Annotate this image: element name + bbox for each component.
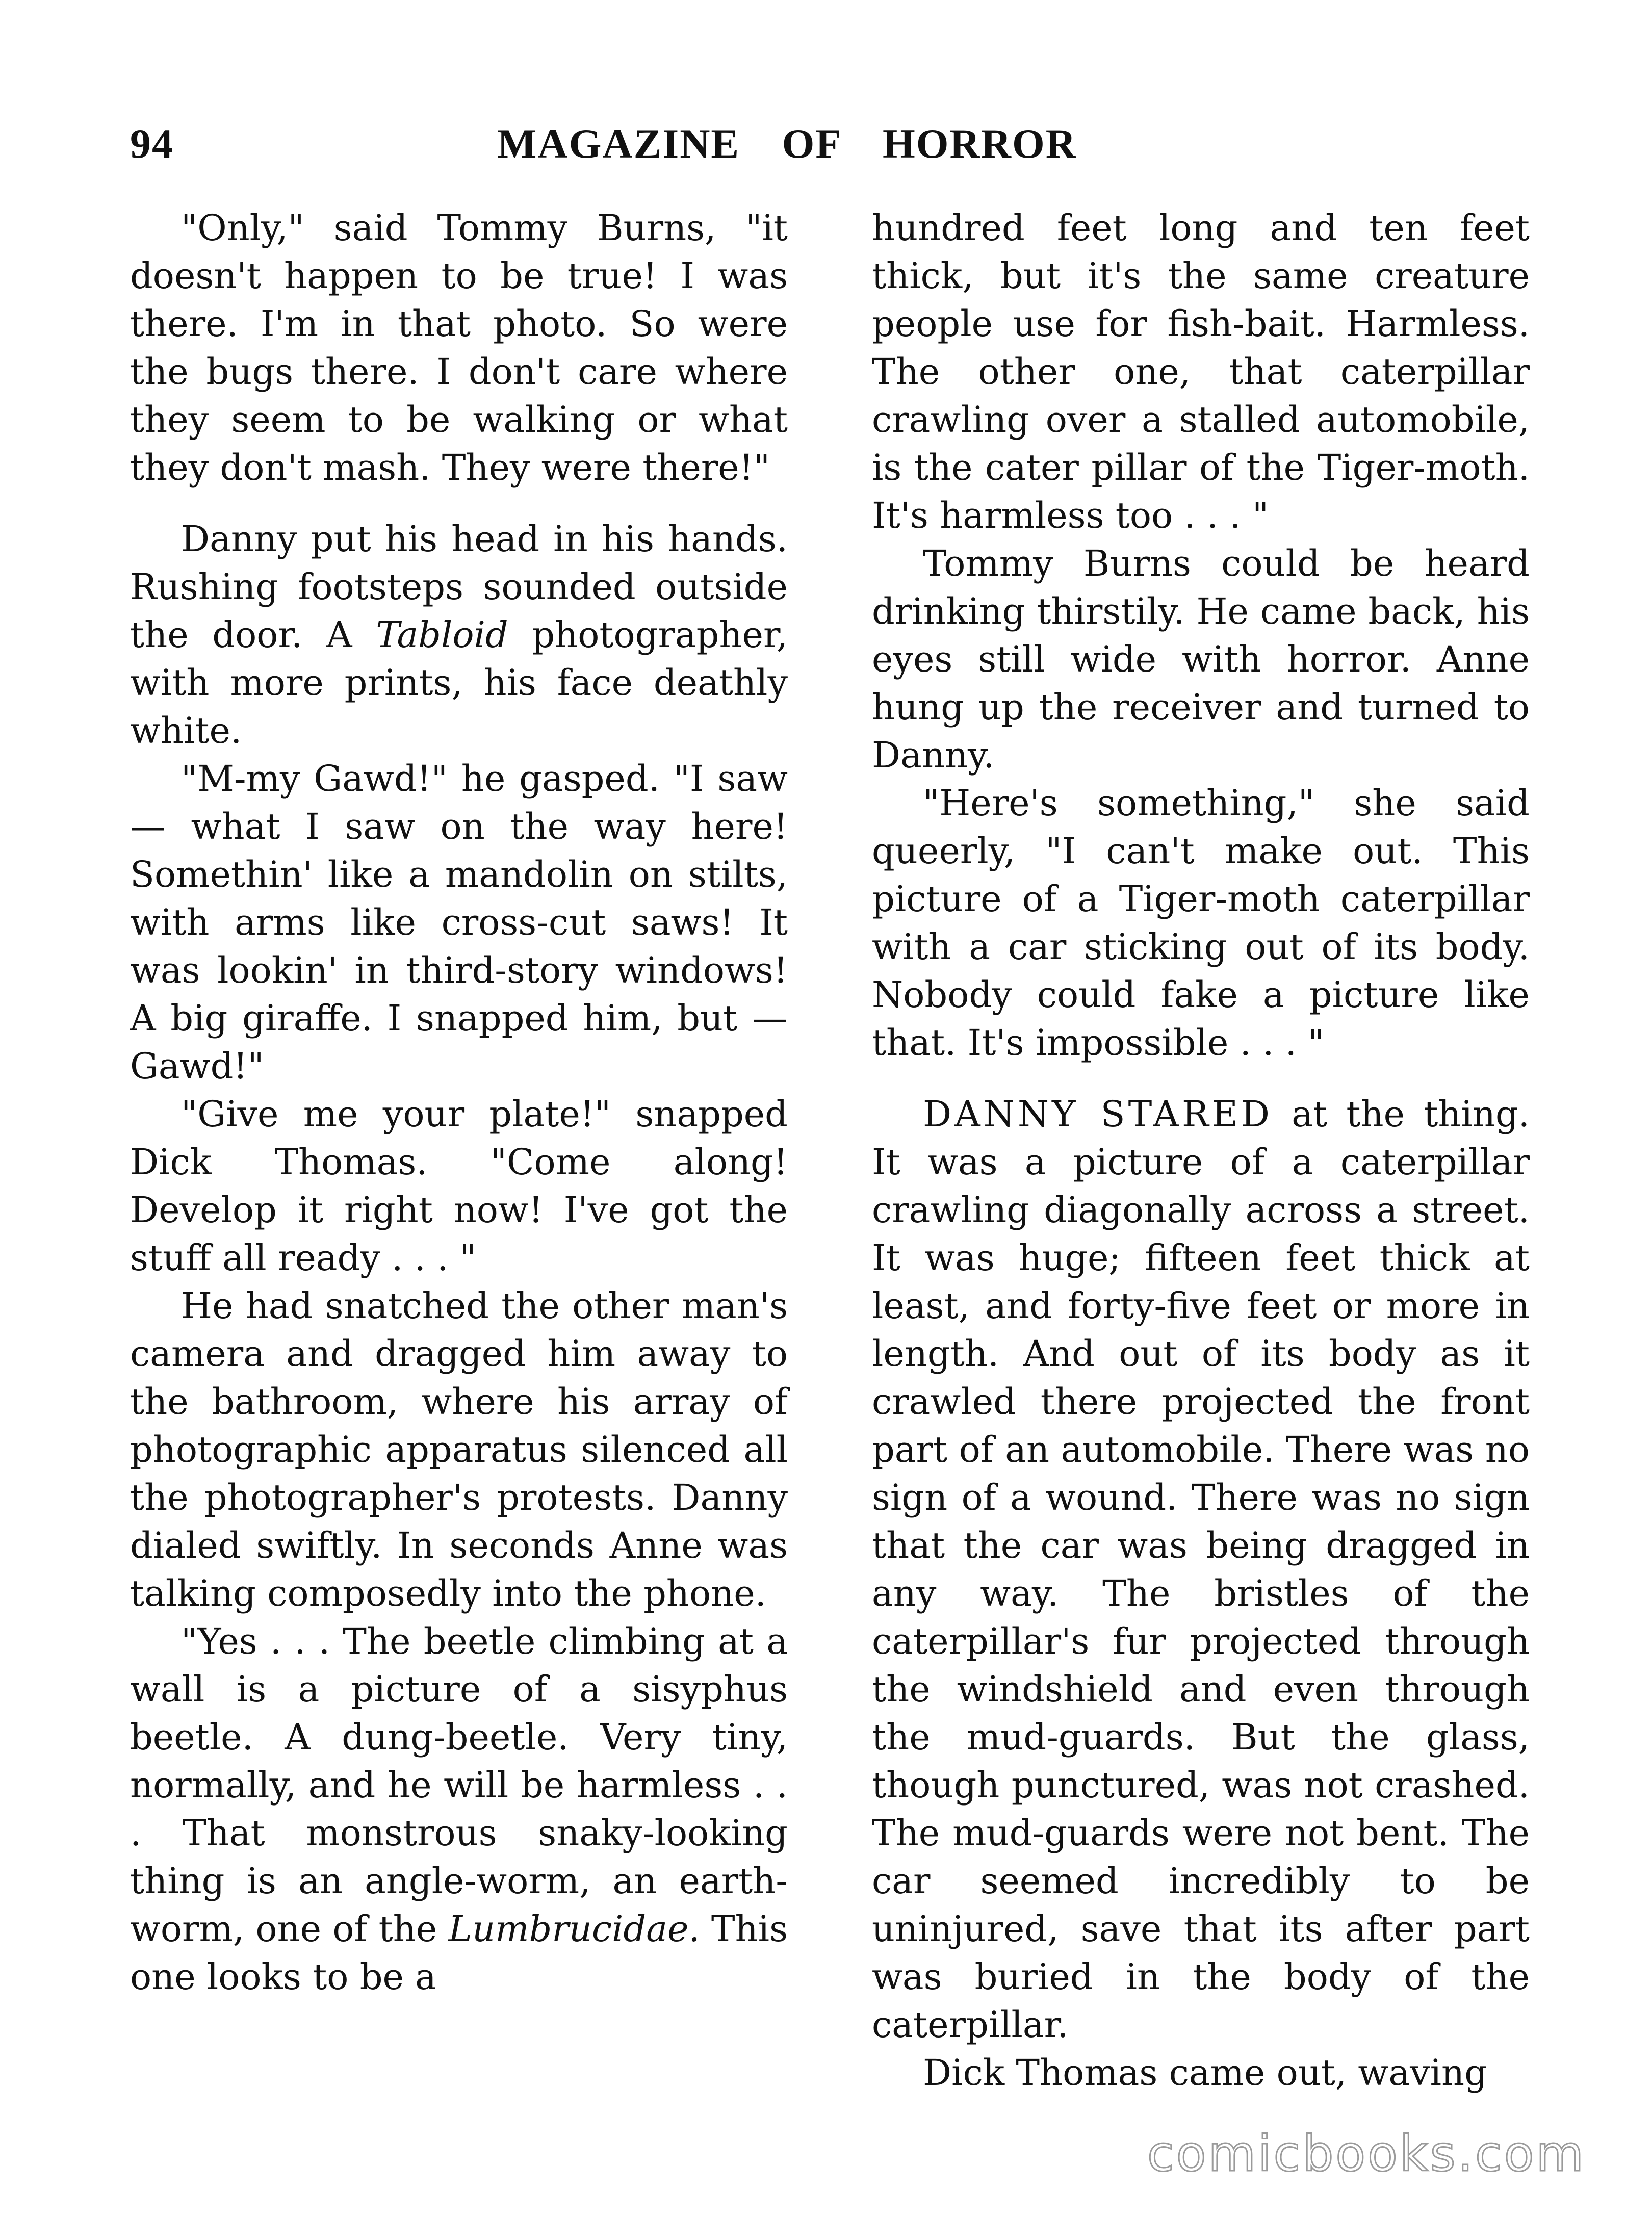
page-number: 94 <box>130 120 174 167</box>
running-head-title: MAGAZINE OF HORROR <box>497 120 1077 167</box>
magazine-name: Tabloid <box>376 614 508 656</box>
paragraph: "Here's something," she said queerly, "I can't make out. This picture of a Tiger-moth caterpillar with a car sticking out of its body. Nobody could fake a picture like that. It's impossible . . . " <box>872 782 1530 1064</box>
paragraph: "Give me your plate!" snapped Dick Thomas. "Come along! Develop it right now! I've got the stuff all ready . . . " <box>130 1093 788 1279</box>
watermark-logo: comicbooks.com <box>1147 2125 1586 2182</box>
paragraph: "Yes . . . The beetle climbing at a wall is a picture of a sisyphus beetle. A dung-beetle. Very tiny, normally, and he will be harmless . . . That monstrous snaky-looking thing is an angle-worm, an earth-worm, one of the Lumbrucidae. This one looks to be a <box>130 1620 788 1998</box>
section-lead-in: DANNY STARED <box>923 1093 1273 1135</box>
paragraph: Danny put his head in his hands. Rushing footsteps sounded outside the door. A Tabloid photographer, with more prints, his face deathly white. <box>130 518 788 752</box>
left-column <box>130 204 788 2001</box>
paragraph: Dick Thomas came out, waving <box>923 2052 1487 2094</box>
right-column <box>872 204 1530 2097</box>
paragraph: He had snatched the other man's camera and dragged him away to the bathroom, where his array of photographic apparatus silenced all the photographer's protests. Danny dialed swiftly. In seconds Anne was talking composedly into the phone. <box>130 1285 788 1614</box>
paragraph: Tommy Burns could be heard drinking thirstily. He came back, his eyes still wide with horror. Anne hung up the receiver and turned to Danny. <box>872 543 1530 776</box>
species-name: Lumbrucidae. <box>448 1908 700 1950</box>
paragraph: "Only," said Tommy Burns, "it doesn't happen to be true! I was there. I'm in that photo. So were the bugs there. I don't care where they seem to be walking or what they don't mash. They were there!" <box>130 207 788 488</box>
paragraph: "M-my Gawd!" he gasped. "I saw — what I saw on the way here! Somethin' like a mandolin on stilts, with arms like cross-cut saws! It was lookin' in third-story windows! A big giraffe. I snapped him, but — Gawd!" <box>130 758 788 1087</box>
section-paragraph: DANNY STARED at the thing. It was a picture of a caterpillar crawling diagonally across a street. It was huge; fifteen feet thick at least, and forty-five feet or more in length. And out of its body as it crawled there projected the front part of an automobile. There was no sign of a wound. There was no sign that the car was being dragged in any way. The bristles of the caterpillar's fur projected through the windshield and even through the mud-guards. But the glass, though punctured, was not crashed. The mud-guards were not bent. The car seemed incredibly to be uninjured, save that its after part was buried in the body of the caterpillar. <box>872 1093 1530 2046</box>
page-header <box>130 120 1507 181</box>
paragraph-continued: hundred feet long and ten feet thick, but it's the same creature people use for fish-bait. Harmless. The other one, that caterpillar crawling over a stalled automobile, is the cater pillar of the Tiger-moth. It's harmless too . . . " <box>872 207 1530 536</box>
